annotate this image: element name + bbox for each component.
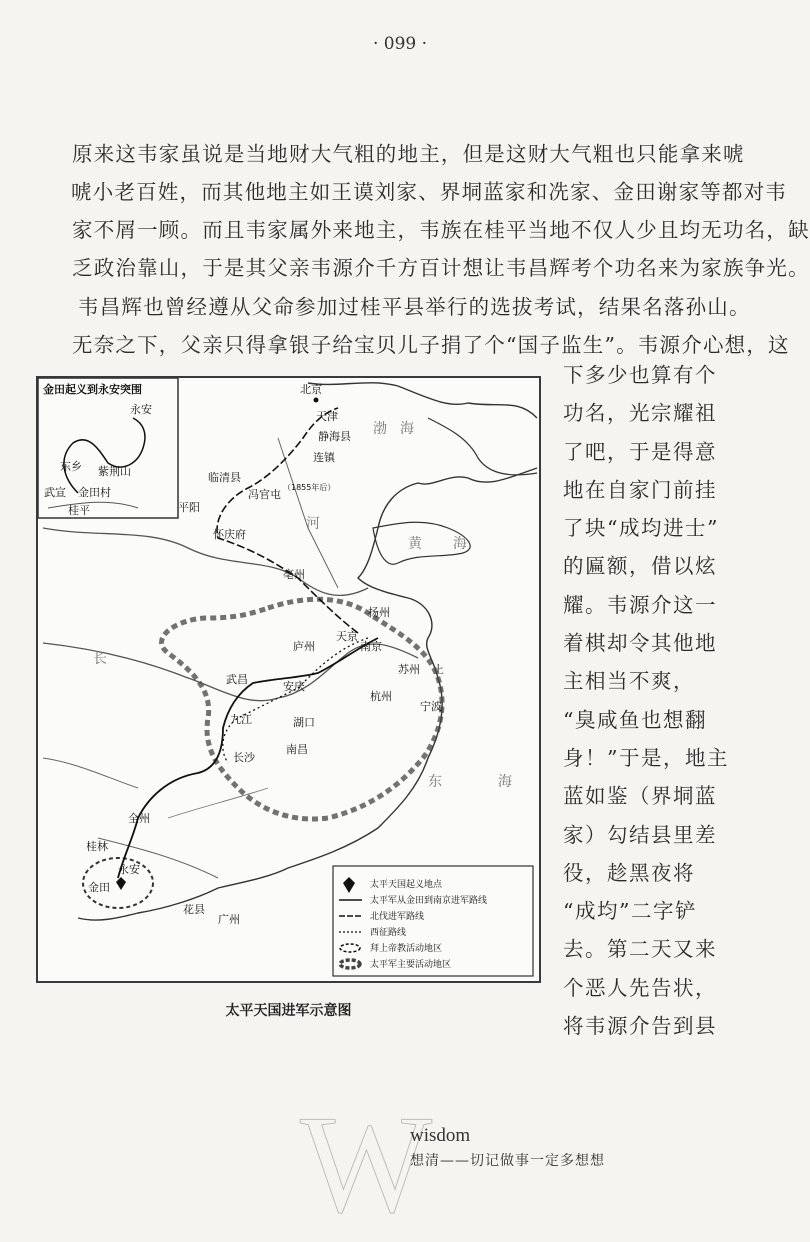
text-line: 唬小老百姓，而其他地主如王谟刘家、界垌蓝家和冼家、金田谢家等都对韦 <box>71 180 788 204</box>
river-branch <box>43 758 138 788</box>
sea-label: 海 <box>453 536 467 552</box>
inset-place-label: 金田村 <box>78 486 111 499</box>
inset-place-label: 桂平 <box>68 504 90 517</box>
city-label: 全州 <box>128 812 150 825</box>
inset-title: 金田起义到永安突围 <box>43 383 142 396</box>
city-label: 临清县 <box>208 471 241 484</box>
sea-label: 东 <box>428 774 442 790</box>
legend-label: 太平军从金田到南京进军路线 <box>370 896 488 906</box>
sea-label: 渤 <box>373 421 387 437</box>
text-line: 地在自家门前挂 <box>563 477 717 502</box>
wisdom-word: wisdom <box>410 1125 471 1146</box>
inset-place-label: 武宣 <box>44 486 66 499</box>
map-drawing <box>38 378 539 981</box>
text-line: 了块“成均进士” <box>563 516 719 541</box>
city-label: 南京 <box>360 640 382 653</box>
paragraph-2 <box>72 288 790 364</box>
text-line: 家）勾结县里差 <box>563 822 717 847</box>
city-label: 连镇 <box>313 451 335 464</box>
river-branch <box>98 838 218 878</box>
river-label: 长 <box>93 651 107 667</box>
sea-label: 黄 <box>408 536 422 552</box>
text-line: 役，趁黑夜将 <box>563 860 695 885</box>
city-marker <box>314 398 319 403</box>
side-column-text <box>563 356 728 1045</box>
legend-label: 太平军主要活动地区 <box>370 960 452 970</box>
city-label: 杭州 <box>370 690 392 703</box>
text-line: 下多少也算有个 <box>563 363 717 387</box>
sea-label: 海 <box>400 421 414 437</box>
text-line: 韦昌辉也曾经遵从父命参加过桂平县举行的选拔考试，结果名落孙山。 <box>78 295 751 319</box>
city-label: 长沙 <box>233 751 255 764</box>
wisdom-logo-letter: W <box>300 1087 403 1242</box>
city-label: 宁波 <box>420 700 442 713</box>
city-label: 庐州 <box>293 640 315 653</box>
city-label: 天津 <box>316 410 338 423</box>
text-line: 功名，光宗耀祖 <box>563 401 717 426</box>
legend-label: 西征路线 <box>370 928 407 938</box>
city-label: 苏州 <box>398 663 420 676</box>
uprising-site-marker <box>116 877 126 890</box>
text-line: 着棋却令其他地 <box>563 631 717 656</box>
city-label: 花县 <box>183 903 205 916</box>
text-line: “成均”二字铲 <box>563 899 697 924</box>
inset-place-label: 永安 <box>130 403 152 416</box>
text-line: 无奈之下，父亲只得拿银子给宝贝儿子捐了个“国子监生”。韦源介心想，这 <box>72 333 790 357</box>
city-label: 广州 <box>218 913 240 926</box>
city-label: 平阳 <box>178 501 200 514</box>
city-label: 永安 <box>118 863 140 876</box>
city-label: 九江 <box>230 713 252 726</box>
paragraph-1 <box>71 135 810 287</box>
city-label: 北京 <box>300 383 322 396</box>
city-label: 天京 <box>336 630 358 643</box>
city-label: 扬州 <box>368 606 390 619</box>
city-label: 怀庆府 <box>213 528 246 541</box>
legend-label: 太平天国起义地点 <box>370 880 443 890</box>
text-line: 蓝如鉴（界垌蓝 <box>563 784 717 809</box>
text-line: 主相当不爽， <box>563 669 695 694</box>
city-label: 桂林 <box>86 840 108 853</box>
text-line: 个恶人先告状， <box>563 975 717 1000</box>
city-label: 安庆 <box>283 680 305 693</box>
footer-tagline: 想清——切记做事一定多想想 <box>410 1153 605 1169</box>
city-label: 武昌 <box>226 673 248 686</box>
sea-label: 海 <box>498 774 512 790</box>
liaodong-coast <box>428 418 537 475</box>
city-label: 南昌 <box>286 743 308 756</box>
city-label: 亳州 <box>283 568 305 581</box>
main-activity-area <box>162 599 443 819</box>
text-line: 了吧，于是得意 <box>563 439 717 464</box>
city-label: 湖口 <box>293 716 315 729</box>
text-line: 将韦源介告到县 <box>563 1014 717 1039</box>
legend-label: 拜上帝教活动地区 <box>370 944 443 954</box>
text-line: 的匾额，借以炫 <box>563 554 717 579</box>
city-label: 上 <box>433 663 444 676</box>
city-label: 金田 <box>88 881 110 894</box>
city-label: 冯官屯 <box>248 488 281 501</box>
figure-caption: 太平天国进军示意图 <box>225 1003 352 1019</box>
text-line: 乏政治靠山，于是其父亲韦源介千方百计想让韦昌辉考个功名来为家族争光。 <box>72 256 810 280</box>
text-line: 身！”于是，地主 <box>563 745 729 770</box>
yellow-river <box>43 528 368 595</box>
inset-place-label: 东乡 <box>60 460 82 473</box>
river-label: 河 <box>306 516 320 532</box>
text-line: 耀。韦源介这一 <box>563 592 717 617</box>
legend-label: 北伐进军路线 <box>370 912 425 922</box>
text-line: “臭咸鱼也想翻 <box>563 707 707 732</box>
river-branch <box>168 788 268 818</box>
text-line: 家不屑一顾。而且韦家属外来地主，韦族在桂平当地不仅人少且均无功名，缺 <box>72 218 810 242</box>
page-number: · 099 · <box>372 34 428 54</box>
inset-place-label: 紫荆山 <box>98 465 131 478</box>
river-note: （1855年后） <box>283 483 336 492</box>
text-line: 原来这韦家虽说是当地财大气粗的地主，但是这财大气粗也只能拿来唬 <box>72 142 745 166</box>
city-label: 静海县 <box>318 430 351 443</box>
text-line: 去。第二天又来 <box>563 937 717 962</box>
taiping-march-map <box>36 376 541 983</box>
